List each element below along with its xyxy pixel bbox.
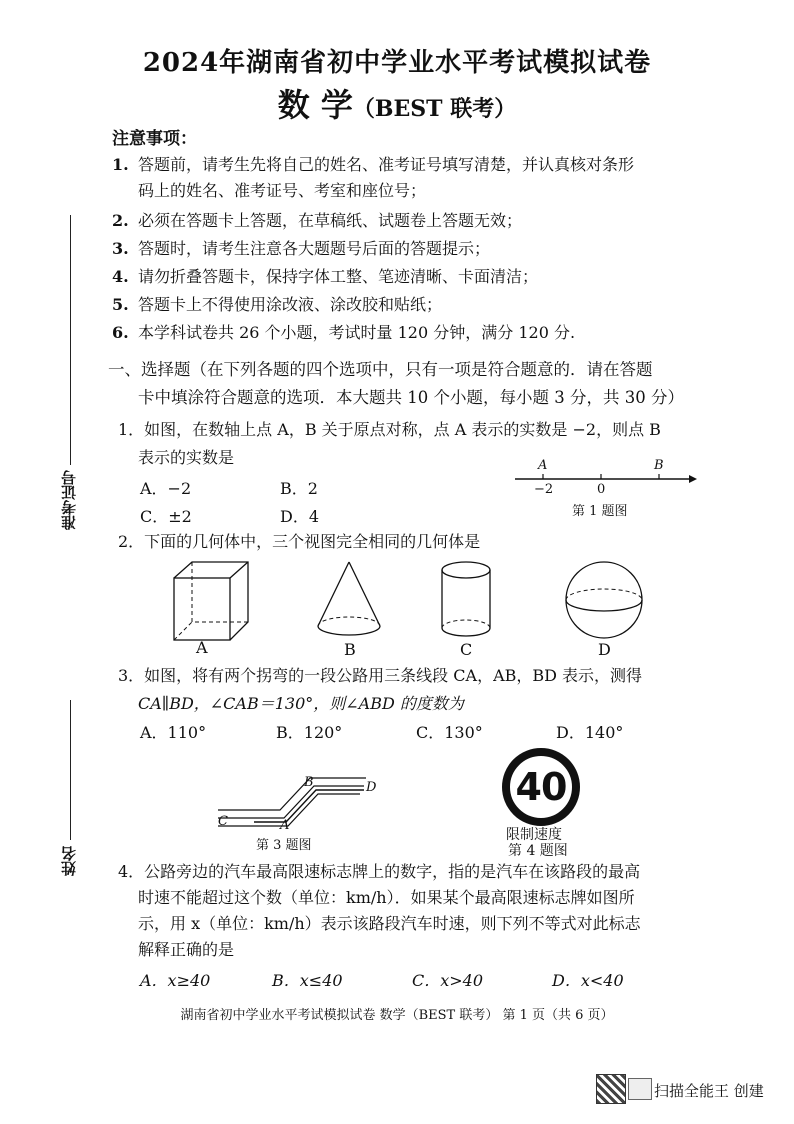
sphere-icon: [566, 562, 642, 638]
notice-num: 1.: [112, 155, 129, 174]
question-3-text-cont: CA∥BD，∠CAB＝130°，则∠ABD 的度数为: [138, 694, 464, 713]
q3-option-c[interactable]: C．130°: [416, 723, 483, 742]
q1-tick-label-a: −2: [534, 482, 554, 497]
q4-option-a[interactable]: A．x≥40: [140, 971, 211, 990]
subject-title: [0, 80, 794, 126]
question-3-text: 3．如图，将有两个拐弯的一段公路用三条线段 CA，AB，BD 表示，测得: [118, 666, 643, 685]
notice-text: 本学科试卷共 26 个小题，考试时量 120 分钟，满分 120 分.: [138, 323, 576, 342]
name-label: 姓名: [60, 846, 78, 876]
question-1-text-cont: 表示的实数是: [138, 448, 235, 467]
q4-option-d[interactable]: D．x<40: [552, 971, 624, 990]
notice-text-cont: 码上的姓名、准考证号、考室和座位号；: [138, 181, 427, 200]
q3-option-a[interactable]: A．110°: [140, 723, 207, 742]
q1-figure-caption: 第 1 题图: [572, 504, 628, 519]
notice-text: 请勿折叠答题卡，保持字体工整、笔迹清晰、卡面清洁；: [138, 267, 539, 286]
q4-option-b[interactable]: B．x≤40: [272, 971, 343, 990]
notice-item: [112, 238, 490, 260]
notice-item: [112, 154, 634, 176]
app-logo-icon: [628, 1078, 652, 1100]
q2-solids-figure: [160, 558, 660, 642]
question-4-text-cont: 解释正确的是: [138, 940, 235, 959]
exam-id-label: 准考证号: [60, 470, 78, 530]
q2-label-a[interactable]: A: [196, 638, 208, 657]
notice-text: 答题卡上不得使用涂改液、涂改胶和贴纸；: [138, 295, 443, 314]
q1-option-c[interactable]: C．±2: [140, 507, 192, 526]
q4-option-c[interactable]: C．x>40: [412, 971, 484, 990]
q3-figure-caption: 第 3 题图: [256, 838, 312, 853]
notice-num: 5.: [112, 295, 129, 314]
question-4-text-cont: 时速不能超过这个数（单位：km/h）．如果某个最高限速标志牌如图所: [138, 888, 635, 907]
speed-sign-text: 限制速度: [506, 827, 562, 843]
q2-label-b[interactable]: B: [344, 640, 356, 659]
notice-item: [112, 294, 442, 316]
q3-label-a: A: [280, 818, 290, 833]
arrow-head-icon: [689, 475, 697, 483]
question-1-text: 1．如图，在数轴上点 A，B 关于原点对称，点 A 表示的实数是 −2，则点 B: [118, 420, 661, 439]
page-footer: 湖南省初中学业水平考试模拟试卷 数学（BEST 联考） 第 1 页（共 6 页）: [180, 1008, 614, 1023]
notice-num: 3.: [112, 239, 129, 258]
q2-label-d[interactable]: D: [598, 640, 611, 659]
subject-tag: （BEST 联考）: [352, 96, 517, 122]
cylinder-icon: [442, 562, 490, 636]
notice-text: 必须在答题卡上答题，在草稿纸、试题卷上答题无效；: [138, 211, 523, 230]
q3-label-c: C: [218, 814, 228, 829]
q1-option-a[interactable]: A．−2: [140, 479, 192, 498]
q1-option-b[interactable]: B．2: [280, 479, 318, 498]
question-4-text-cont: 示，用 x（单位：km/h）表示该路段汽车时速，则下列不等式对此标志: [138, 914, 641, 933]
notice-num: 6.: [112, 323, 129, 342]
q1-tick-label-origin: 0: [597, 482, 606, 497]
q3-label-b: B: [304, 775, 314, 790]
notice-text: 答题时，请考生注意各大题题号后面的答题提示；: [138, 239, 491, 258]
notice-item: [112, 266, 538, 288]
cuboid-icon: [174, 562, 248, 640]
question-2-text: 2．下面的几何体中，三个视图完全相同的几何体是: [118, 532, 481, 551]
exam-title: 2024年湖南省初中学业水平考试模拟试卷: [142, 48, 652, 78]
cone-icon: [318, 562, 380, 635]
qr-logo-icon: [596, 1074, 626, 1104]
scanner-credit: 扫描全能王 创建: [654, 1082, 764, 1100]
q2-label-c[interactable]: C: [460, 640, 473, 659]
section-heading-line: 卡中填涂符合题意的选项．本大题共 10 个小题，每小题 3 分，共 30 分）: [138, 388, 684, 407]
subject-name: 数 学: [277, 86, 353, 124]
speed-limit-sign-icon: [502, 748, 580, 826]
binding-line: [70, 215, 72, 465]
question-4-text: 4．公路旁边的汽车最高限速标志牌上的数字，指的是汽车在该路段的最高: [118, 862, 641, 881]
notice-item: [112, 210, 522, 232]
notice-heading: 注意事项：: [112, 129, 197, 149]
section-heading-line: 一、选择题（在下列各题的四个选项中，只有一项是符合题意的．请在答题: [108, 360, 653, 379]
q4-figure-caption: 第 4 题图: [508, 843, 568, 859]
binding-line: [70, 700, 72, 840]
q3-option-d[interactable]: D．140°: [556, 723, 624, 742]
q3-label-d: D: [366, 780, 377, 795]
notice-num: 2.: [112, 211, 129, 230]
notice-item: [112, 322, 575, 344]
q1-label-a: A: [538, 458, 548, 473]
segments-ca-ab-bd: [254, 790, 364, 822]
notice-text: 答题前，请考生先将自己的姓名、准考证号填写清楚，并认真核对条形: [138, 155, 635, 174]
q1-option-d[interactable]: D．4: [280, 507, 320, 526]
speed-limit-value: 40: [515, 765, 567, 809]
notice-num: 4.: [112, 267, 129, 286]
q1-label-b: B: [654, 458, 664, 473]
q3-option-b[interactable]: B．120°: [276, 723, 343, 742]
